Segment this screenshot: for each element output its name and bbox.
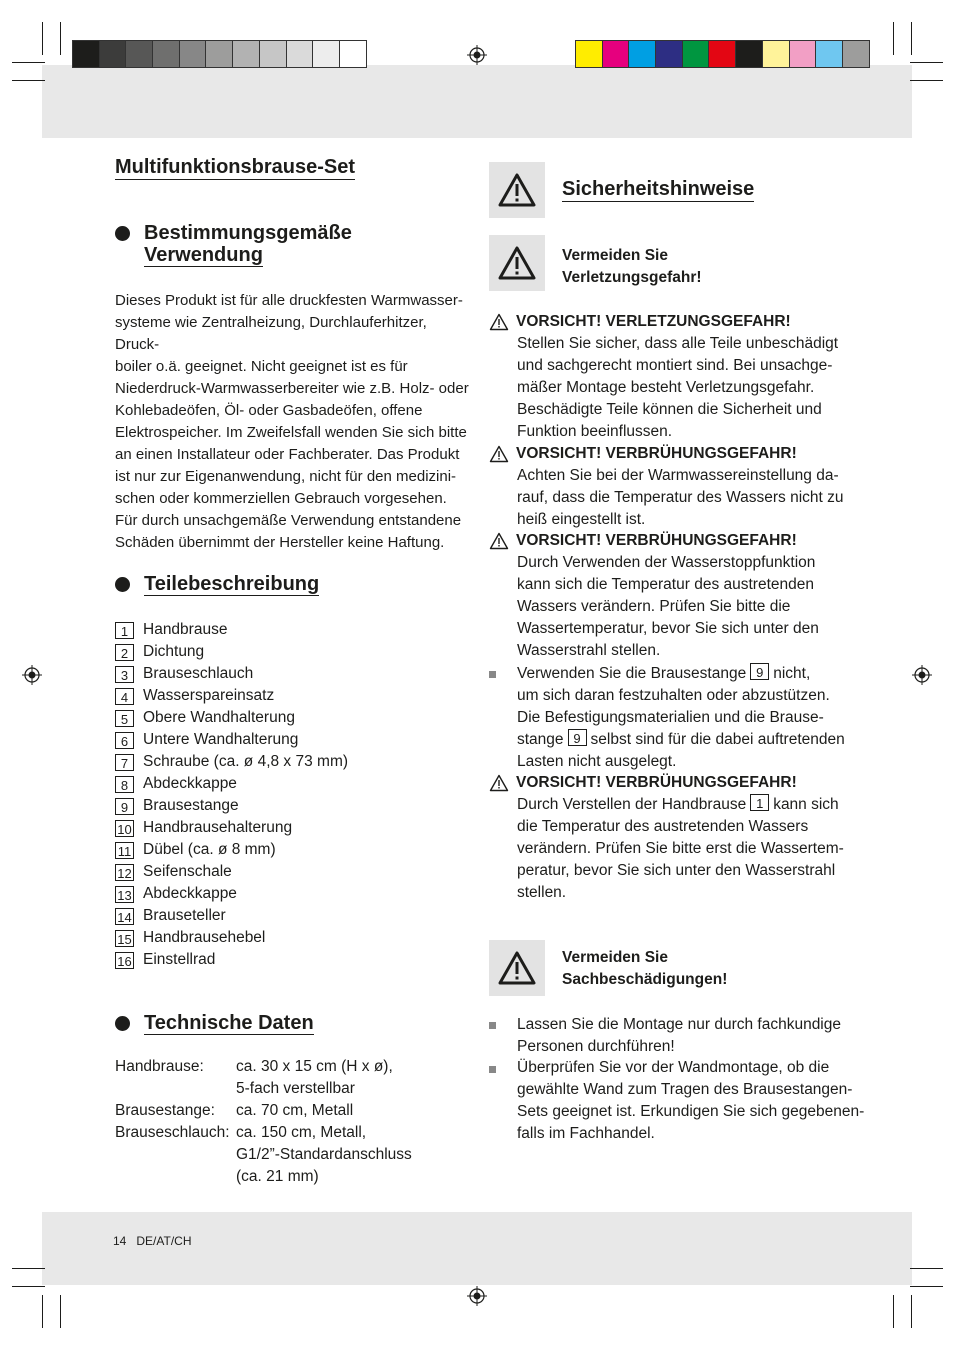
caution-3-text	[489, 552, 819, 662]
usage-paragraph-line: an einen Installateur oder Fachberater. Das Produkt	[115, 446, 460, 463]
part-label: Schraube (ca. ø 4,8 x 73 mm)	[143, 753, 349, 770]
part-label: Brausestange	[143, 797, 239, 814]
part-label: Brauseteller	[143, 907, 226, 924]
part-number-badge: 1	[750, 794, 769, 811]
bullet-dot-icon	[115, 577, 130, 592]
color-swatch	[286, 40, 314, 68]
usage-paragraph-line: schen oder kommerziellen Gebrauch vorgesehen.	[115, 490, 447, 507]
part-number-badge: 1	[115, 622, 134, 639]
part-label: Handbrause	[143, 621, 228, 638]
tech-heading	[115, 1012, 314, 1034]
caution-4-line: stellen.	[517, 884, 567, 901]
part-number-badge: 13	[115, 886, 134, 903]
caution-1-line: mäßer Montage besteht Verletzungsgefahr.	[517, 379, 815, 396]
usage-paragraph-line: Niederdruck-Warmwasserbereiter wie z.B. Holz- oder	[115, 380, 469, 397]
color-swatch	[205, 40, 233, 68]
caution-3-line: Durch Verwenden der Wasserstoppfunktion	[517, 554, 816, 571]
square-bullet-icon	[489, 1066, 496, 1073]
process-color-bar	[575, 40, 869, 70]
usage-paragraph	[115, 290, 470, 554]
part-item	[115, 663, 348, 685]
caution-triangle-icon	[489, 532, 509, 550]
part-label: Dichtung	[143, 643, 205, 660]
color-swatch	[152, 40, 180, 68]
usage-paragraph-line: Elektrospeicher. Im Zweifelsfall wenden Sie sich bitte	[115, 424, 467, 441]
usage-heading-line1: Bestimmungsgemäße	[144, 222, 352, 244]
part-label: Handbrausehalterung	[143, 819, 293, 836]
part-label: Abdeckkappe	[143, 775, 237, 792]
part-number-badge: 6	[115, 732, 134, 749]
usage-paragraph-line: Kohlebadeöfen, Öl- oder Gasbadeöfen, offene	[115, 402, 423, 419]
color-swatch	[789, 40, 817, 68]
caution-2-line: heiß eingestellt ist.	[517, 511, 646, 528]
caution-3-line: Wasserstrahl stellen.	[517, 642, 661, 659]
part-number-badge: 4	[115, 688, 134, 705]
part-item	[115, 883, 348, 905]
caution-block-3	[489, 530, 819, 662]
color-swatch	[575, 40, 603, 68]
part-number-badge: 14	[115, 908, 134, 925]
caution-1-line: Funktion beeinflussen.	[517, 423, 673, 440]
part-number-badge: 12	[115, 864, 134, 881]
part-number-badge: 16	[115, 952, 134, 969]
color-swatch	[99, 40, 127, 68]
part-number-badge: 7	[115, 754, 134, 771]
usage-paragraph-line: ist nur zur Eigenanwendung, nicht für den medizini-	[115, 468, 457, 485]
part-label: Abdeckkappe	[143, 885, 237, 902]
part-label: Wasserspareinsatz	[143, 687, 275, 704]
registration-mark-icon	[22, 665, 42, 685]
grayscale-color-bar	[72, 40, 366, 70]
bullet-1-line: Die Befestigungsmaterialien und die Brause-	[517, 709, 824, 726]
parts-list	[115, 619, 348, 971]
damage-warning-title	[562, 947, 727, 991]
damage-warning-box	[489, 940, 545, 996]
part-item	[115, 707, 348, 729]
usage-heading-line2: Verwendung	[144, 244, 263, 266]
bullet-3-text	[517, 1057, 864, 1145]
safety-heading-text: Sicherheitshinweise	[562, 178, 755, 200]
usage-paragraph-line: Für durch unsachgemäße Verwendung entstandene	[115, 512, 462, 529]
caution-triangle-icon	[489, 445, 509, 463]
part-number-badge: 10	[115, 820, 134, 837]
part-item	[115, 795, 348, 817]
part-number-badge: 8	[115, 776, 134, 793]
bullet-3-line: Überprüfen Sie vor der Wandmontage, ob die	[517, 1059, 830, 1076]
registration-mark-icon	[467, 45, 487, 65]
color-swatch	[312, 40, 340, 68]
tech-label: Brauseschlauch:	[115, 1124, 230, 1141]
color-swatch	[602, 40, 630, 68]
warning-triangle-icon	[498, 246, 536, 280]
color-swatch	[232, 40, 260, 68]
injury-warning-line2: Verletzungsgefahr!	[562, 269, 702, 286]
caution-3-heading: VORSICHT! VERBRÜHUNGSGEFAHR!	[516, 532, 797, 549]
usage-paragraph-line: boiler o.ä. geeignet. Nicht geeignet ist es für	[115, 358, 408, 375]
tech-value: ca. 150 cm, Metall, G1/2”-Standardanschluss (ca. 21 mm)	[236, 1124, 412, 1185]
square-bullet-icon	[489, 671, 496, 678]
color-swatch	[72, 40, 100, 68]
injury-warning-title	[562, 245, 702, 289]
page-footer	[113, 1234, 192, 1248]
part-item	[115, 685, 348, 707]
usage-heading	[115, 222, 352, 266]
tech-label: Brausestange:	[115, 1102, 215, 1119]
caution-1-line: Beschädigte Teile können die Sicherheit und	[517, 401, 822, 418]
caution-1-line: und sachgerecht montiert sind. Bei unsachge-	[517, 357, 833, 374]
warning-box	[489, 162, 545, 218]
bullet-1-part-c: stange	[517, 731, 564, 748]
caution-block-1	[489, 311, 838, 443]
bullet-2-line: Lassen Sie die Montage nur durch fachkundige	[517, 1016, 841, 1033]
tech-label: Handbrause:	[115, 1058, 204, 1075]
part-item	[115, 905, 348, 927]
part-item	[115, 641, 348, 663]
bullet-1-line: um sich daran festzuhalten oder abzustützen.	[517, 687, 830, 704]
color-swatch	[628, 40, 656, 68]
part-item	[115, 839, 348, 861]
caution-4-part-a: Durch Verstellen der Handbrause	[517, 796, 747, 813]
caution-1-line: Stellen Sie sicher, dass alle Teile unbeschädigt	[517, 335, 839, 352]
color-swatch	[708, 40, 736, 68]
tech-value: ca. 70 cm, Metall	[236, 1102, 354, 1119]
part-number-badge: 9	[750, 663, 769, 680]
caution-2-heading: VORSICHT! VERBRÜHUNGSGEFAHR!	[516, 445, 797, 462]
page-title-text: Multifunktionsbrause-Set	[115, 156, 356, 178]
tech-heading-text: Technische Daten	[144, 1012, 314, 1034]
injury-warning-line1: Vermeiden Sie	[562, 247, 668, 264]
region-label: DE/AT/CH	[136, 1234, 192, 1248]
part-label: Dübel (ca. ø 8 mm)	[143, 841, 276, 858]
part-number-badge: 9	[115, 798, 134, 815]
caution-block-4	[489, 772, 844, 904]
bullet-3-line: gewählte Wand zum Tragen des Brausestangen-	[517, 1081, 853, 1098]
part-label: Untere Wandhalterung	[143, 731, 299, 748]
caution-4-text	[517, 816, 844, 904]
part-number-badge: 3	[115, 666, 134, 683]
part-number-badge: 5	[115, 710, 134, 727]
part-number-badge: 9	[568, 729, 587, 746]
registration-mark-icon	[467, 1286, 487, 1306]
part-item	[115, 861, 348, 883]
caution-4-part-b: kann sich	[773, 796, 839, 813]
caution-4-line: verändern. Prüfen Sie bitte erst die Wassertem-	[517, 840, 844, 857]
bullet-1-text	[517, 663, 845, 773]
color-swatch	[655, 40, 683, 68]
part-label: Handbrausehebel	[143, 929, 266, 946]
part-number-badge: 2	[115, 644, 134, 661]
part-item	[115, 927, 348, 949]
caution-3-line: Wassertemperatur, bevor Sie sich unter den	[517, 620, 819, 637]
bullet-1-part-e: Lasten nicht ausgelegt.	[517, 753, 677, 770]
header-band	[42, 65, 912, 138]
color-swatch	[259, 40, 287, 68]
warning-triangle-icon	[498, 951, 536, 985]
part-label: Brauseschlauch	[143, 665, 254, 682]
bullet-dot-icon	[115, 226, 130, 241]
part-item	[115, 619, 348, 641]
bullet-dot-icon	[115, 1016, 130, 1031]
color-swatch	[339, 40, 367, 68]
caution-3-line: kann sich die Temperatur des austretenden	[517, 576, 814, 593]
usage-paragraph-line: Dieses Produkt ist für alle druckfesten Warmwasser-	[115, 292, 463, 309]
page-title	[115, 156, 355, 180]
registration-mark-icon	[912, 665, 932, 685]
square-bullet-icon	[489, 1022, 496, 1029]
damage-warning-line1: Vermeiden Sie	[562, 949, 668, 966]
color-swatch	[762, 40, 790, 68]
tech-data-table	[115, 1056, 412, 1188]
part-number-badge: 11	[115, 842, 134, 859]
part-item	[115, 817, 348, 839]
caution-triangle-icon	[489, 313, 509, 331]
caution-3-line: Wassers verändern. Prüfen Sie bitte die	[517, 598, 791, 615]
color-swatch	[735, 40, 763, 68]
bullet-3-line: Sets geeignet ist. Erkundigen Sie sich gegebenen-	[517, 1103, 865, 1120]
tech-row	[115, 1100, 412, 1122]
part-item	[115, 773, 348, 795]
caution-4-line: peratur, bevor Sie sich unter den Wasserstrahl	[517, 862, 836, 879]
usage-paragraph-line: systeme wie Zentralheizung, Durchlauferhitzer, Druck-	[115, 314, 427, 353]
color-swatch	[682, 40, 710, 68]
bullet-1-part-b: nicht,	[773, 665, 811, 682]
color-swatch	[815, 40, 843, 68]
injury-warning-box	[489, 235, 545, 291]
bullet-1-part-d: selbst sind für die dabei auftretenden	[590, 731, 845, 748]
color-swatch	[842, 40, 870, 68]
part-number-badge: 15	[115, 930, 134, 947]
bullet-1-part-a: Verwenden Sie die Brausestange	[517, 665, 747, 682]
bullet-2-text	[517, 1014, 841, 1058]
part-item	[115, 729, 348, 751]
caution-block-2	[489, 443, 844, 531]
usage-paragraph-line: Schäden übernimmt der Hersteller keine Haftung.	[115, 534, 445, 551]
color-swatch	[125, 40, 153, 68]
warning-triangle-icon	[498, 173, 536, 207]
page-number: 14	[113, 1234, 127, 1248]
color-swatch	[179, 40, 207, 68]
parts-heading-text: Teilebeschreibung	[144, 573, 320, 595]
tech-value: ca. 30 x 15 cm (H x ø), 5-fach verstellbar	[236, 1058, 393, 1097]
tech-row	[115, 1122, 412, 1188]
bullet-2-line: Personen durchführen!	[517, 1038, 675, 1055]
caution-1-text	[489, 333, 838, 443]
caution-1-heading: VORSICHT! VERLETZUNGSGEFAHR!	[516, 313, 791, 330]
tech-row	[115, 1056, 412, 1100]
caution-triangle-icon	[489, 774, 509, 792]
part-label: Einstellrad	[143, 951, 216, 968]
caution-2-text	[489, 465, 844, 531]
caution-2-line: rauf, dass die Temperatur des Wassers nicht zu	[517, 489, 844, 506]
part-label: Obere Wandhalterung	[143, 709, 295, 726]
bullet-3-line: falls im Fachhandel.	[517, 1125, 655, 1142]
damage-warning-line2: Sachbeschädigungen!	[562, 971, 728, 988]
caution-4-heading: VORSICHT! VERBRÜHUNGSGEFAHR!	[516, 774, 797, 791]
parts-heading	[115, 573, 319, 595]
part-item	[115, 949, 348, 971]
footer-band	[42, 1212, 912, 1285]
safety-heading	[562, 178, 754, 202]
part-item	[115, 751, 348, 773]
part-label: Seifenschale	[143, 863, 232, 880]
caution-4-line: die Temperatur des austretenden Wassers	[517, 818, 809, 835]
caution-2-line: Achten Sie bei der Warmwassereinstellung da-	[517, 467, 839, 484]
